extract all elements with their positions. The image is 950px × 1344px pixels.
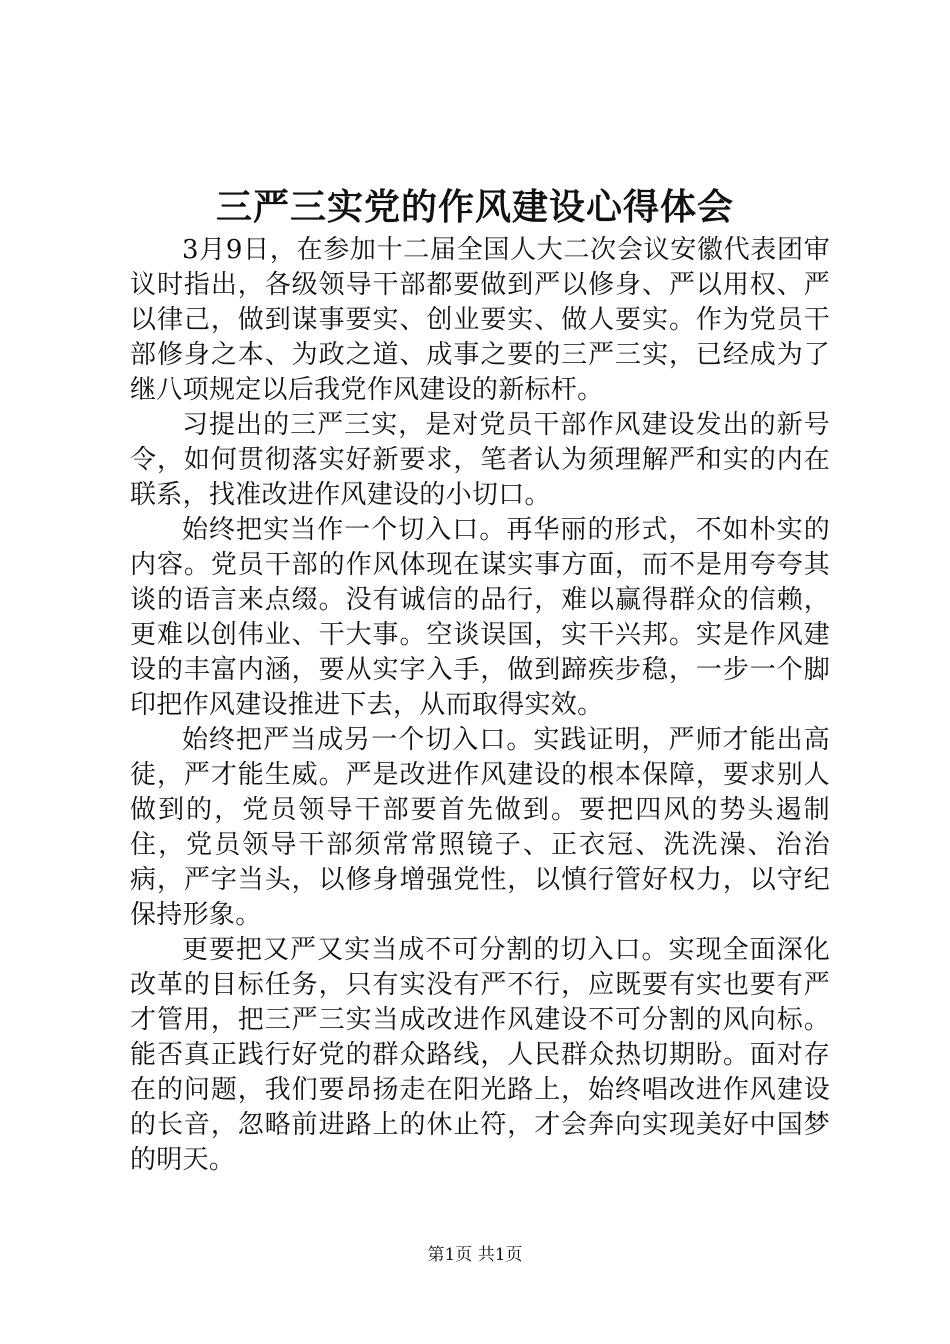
paragraph-3: 始终把实当作一个切入口。再华丽的形式，不如朴实的内容。党员干部的作风体现在谋实事方面，而不是用夸夸其谈的语言来点缀。没有诚信的品行，难以赢得群众的信赖，更难以创伟业、干大事。空谈误国，实干兴邦。实是作风建设的丰富内涵，要从实字入手，做到蹄疾步稳，一步一个脚印把作风建设推进下去，从而取得实效。 (130, 515, 830, 720)
document-title: 三严三实党的作风建设心得体会 (215, 186, 734, 228)
paragraph-4: 始终把严当成另一个切入口。实践证明，严师才能出高徒，严才能生威。严是改进作风建设的根本保障，要求别人做到的，党员领导干部要首先做到。要把四风的势头遏制住，党员领导干部须常常照镜子、正衣冠、洗洗澡、治治病，严字当头，以修身增强党性，以慎行管好权力，以守纪保持形象。 (130, 725, 830, 930)
paragraph-5: 更要把又严又实当成不可分割的切入口。实现全面深化改革的目标任务，只有实没有严不行，应既要有实也要有严才管用，把三严三实当成改进作风建设不可分割的风向标。能否真正践行好党的群众路线，人民群众热切期盼。面对存在的问题，我们要昂扬走在阳光路上，始终唱改进作风建设的长音，忽略前进路上的休止符，才会奔向实现美好中国梦的明天。 (130, 935, 830, 1175)
paragraph-1: 3月9日，在参加十二届全国人大二次会议安徽代表团审议时指出，各级领导干部都要做到严以修身、严以用权、严以律己，做到谋事要实、创业要实、做人要实。作为党员干部修身之本、为政之道、成事之要的三严三实，已经成为了继八项规定以后我党作风建设的新标杆。 (130, 235, 830, 405)
page-footer: 第1页 共1页 (427, 1245, 523, 1265)
document-body (130, 233, 830, 1178)
paragraph-2: 习提出的三严三实，是对党员干部作风建设发出的新号令，如何贯彻落实好新要求，笔者认为须理解严和实的内在联系，找准改进作风建设的小切口。 (130, 410, 830, 510)
